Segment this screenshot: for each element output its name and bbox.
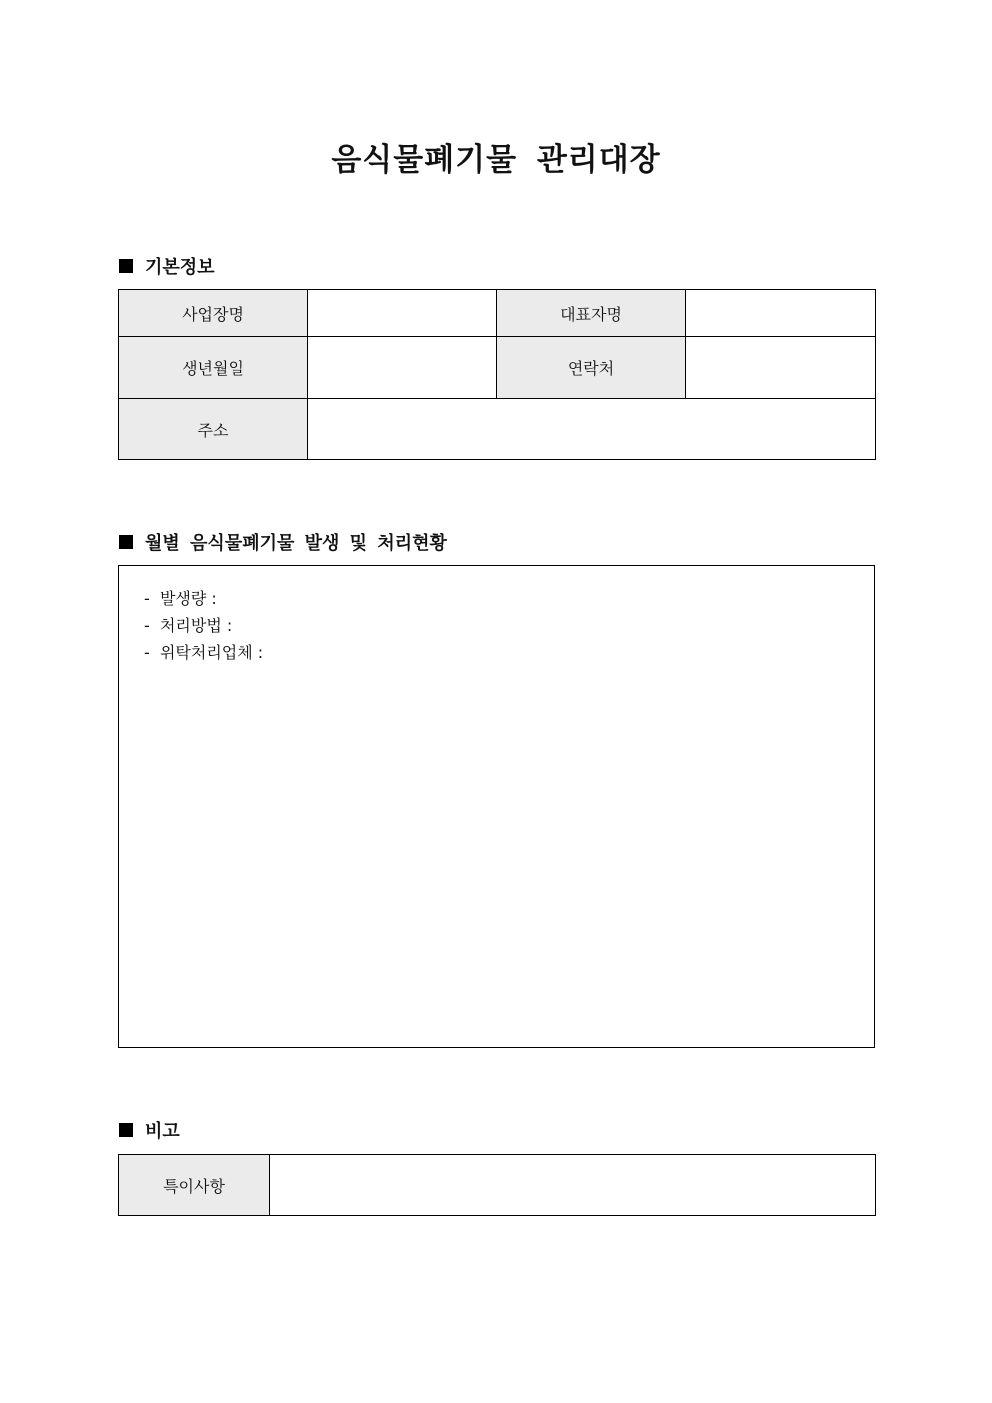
address-field[interactable] (308, 399, 876, 460)
square-bullet-icon (119, 1123, 133, 1137)
address-label: 주소 (119, 399, 308, 460)
table-row (119, 337, 876, 399)
representative-field[interactable] (686, 290, 876, 337)
business-name-field[interactable] (308, 290, 497, 337)
basic-info-heading (119, 253, 215, 279)
birthdate-label: 생년월일 (119, 337, 308, 399)
square-bullet-icon (119, 535, 133, 549)
monthly-status-box[interactable] (118, 565, 875, 1048)
remarks-table (118, 1154, 876, 1216)
square-bullet-icon (119, 259, 133, 273)
table-row (119, 290, 876, 337)
treatment-method-line: - 처리방법 : (144, 616, 233, 635)
monthly-status-heading (119, 529, 447, 555)
remarks-heading-text: 비고 (145, 1121, 180, 1142)
contractor-line: - 위탁처리업체 : (144, 643, 264, 662)
monthly-status-heading-text: 월별 음식물폐기물 발생 및 처리현황 (145, 533, 447, 554)
table-row (119, 399, 876, 460)
basic-info-heading-text: 기본정보 (145, 257, 215, 278)
remarks-heading (119, 1117, 180, 1143)
birthdate-field[interactable] (308, 337, 497, 399)
basic-info-table (118, 289, 876, 460)
table-row (119, 1155, 876, 1216)
generation-amount-line: - 발생량 : (144, 589, 217, 608)
page-title: 음식물폐기물 관리대장 (331, 142, 661, 178)
representative-label: 대표자명 (497, 290, 686, 337)
special-notes-field[interactable] (270, 1155, 876, 1216)
business-name-label: 사업장명 (119, 290, 308, 337)
contact-label: 연락처 (497, 337, 686, 399)
special-notes-label: 특이사항 (119, 1155, 270, 1216)
contact-field[interactable] (686, 337, 876, 399)
